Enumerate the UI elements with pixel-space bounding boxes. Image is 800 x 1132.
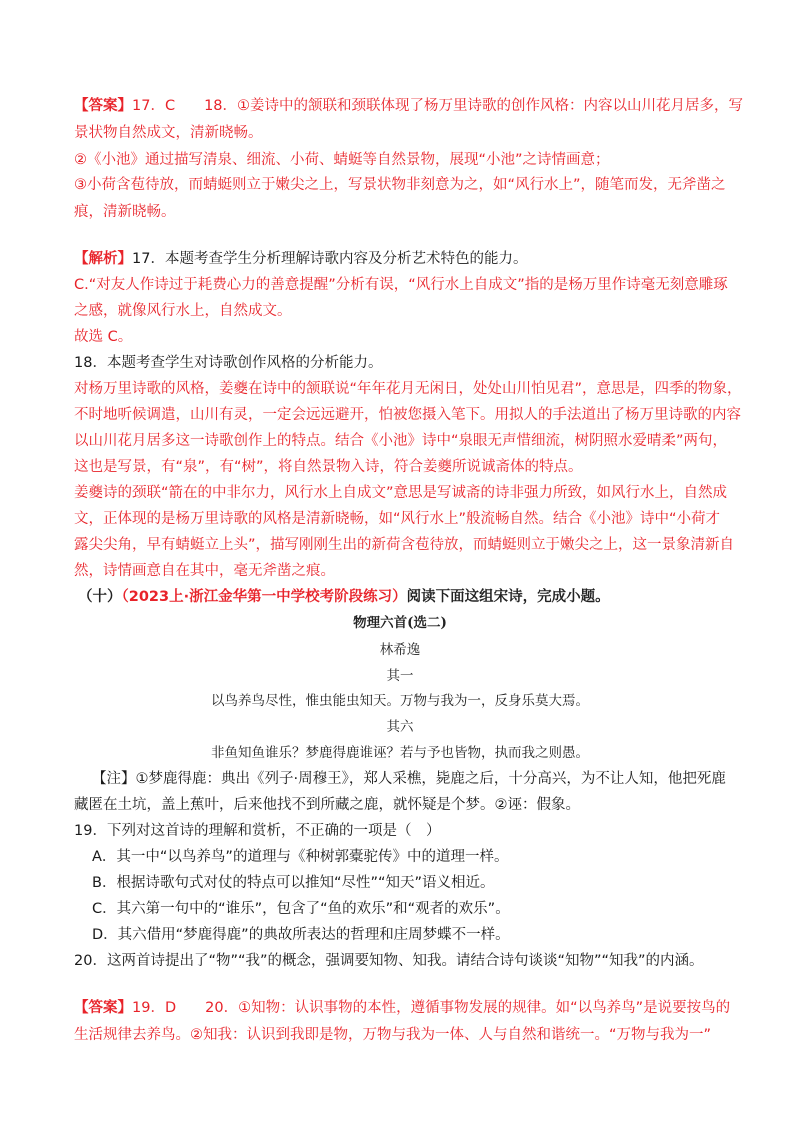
section-source: （2023上·浙江金华第一中学校考阶段练习）: [121, 589, 407, 605]
question-19-option-d: D．其六借用“梦鹿得鹿”的典故所表达的哲理和庄周梦蝶不一样。: [92, 927, 510, 943]
poem-part1-text: 以鸟养鸟尽性，惟虫能虫知天。万物与我为一，反身乐莫大焉。: [211, 693, 589, 709]
analysis-line-11: 文，正体现的是杨万里诗歌的风格是清新晓畅，如“风行水上”般流畅自然。结合《小池》诗中“小荷才: [74, 511, 721, 527]
analysis-line-5: 18．本题考查学生对诗歌创作风格的分析能力。: [74, 355, 383, 371]
analysis-line-13: 然，诗情画意自在其中，毫无斧凿之痕。: [74, 563, 335, 579]
analysis-line-7: 不时地听候调遣，山川有灵，一定会远远避开，怕被您摄入笔下。用拟人的手法道出了杨万里诗歌的内容: [74, 407, 741, 423]
analysis-tag: 【解析】: [74, 251, 132, 267]
answer-1-line-4: ③小荷含苞待放，而蜻蜓则立于嫩尖之上，写景状物非刻意为之，如“风行水上”，随笔而发，无斧凿之: [74, 177, 726, 193]
answer-tag: 【答案】: [74, 98, 132, 114]
analysis-line-6: 对杨万里诗歌的风格，姜夔在诗中的颔联说“年年花月无闲日，处处山川怕见君”，意思是，四季的物象，: [74, 381, 742, 397]
poem-title: 物理六首(选二): [353, 615, 447, 631]
answer-tag: 【答案】: [74, 1000, 132, 1016]
question-19-stem: 19．下列对这首诗的理解和赏析，不正确的一项是（ ）: [74, 823, 441, 839]
question-20-stem: 20．这两首诗提出了“物”“我”的概念，强调要知物、知我。请结合诗句谈谈“知物”“知我”的内涵。: [74, 953, 704, 969]
analysis-line-3: 之感，就像风行水上，自然成文。: [74, 303, 292, 319]
poem-author: 林希逸: [379, 642, 421, 658]
poem-part1-title: 其一: [386, 668, 414, 684]
question-19-option-a: A．其一中“以鸟养鸟”的道理与《种树郭橐驼传》中的道理一样。: [92, 849, 509, 865]
answer-1-line-2: 景状物自然成文，清新晓畅。: [74, 125, 263, 141]
analysis-line-9: 这也是写景，有“泉”，有“树”，将自然景物入诗，符合姜夔所说诚斋体的特点。: [74, 459, 583, 475]
analysis-line-10: 姜夔诗的颈联“箭在的中非尔力，风行水上自成文”意思是写诚斋的诗非强力所致，如风行水上，自然成: [74, 485, 728, 501]
section-number: （十）: [78, 589, 122, 605]
question-19-option-c: C．其六第一句中的“谁乐”，包含了“鱼的欢乐”和“观者的欢乐”。: [92, 901, 510, 917]
answer-1-line-1: 【答案】17．C 18．①姜诗中的颔联和颈联体现了杨万里诗歌的创作风格：内容以山川花月居多，写: [74, 98, 744, 114]
section-instruction: 阅读下面这组宋诗，完成小题。: [406, 589, 610, 605]
note-line-1: 【注】①梦鹿得鹿：典出《列子·周穆王》，郑人采樵，毙鹿之后，十分高兴，为不让人知，他把死鹿: [92, 771, 726, 787]
section-heading: [78, 588, 610, 606]
analysis-line-12: 露尖尖角，早有蜻蜓立上头”，描写刚刚生出的新荷含苞待放，而蜻蜓则立于嫩尖之上，这一景象清新自: [74, 537, 735, 553]
answer-2-line-2: 生活规律去养鸟。②知我：认识到我即是物，万物与我为一体、人与自然和谐统一。“万物与我为一”: [74, 1027, 712, 1043]
analysis-line-1: 【解析】17．本题考查学生分析理解诗歌内容及分析艺术特色的能力。: [74, 251, 528, 267]
question-19-option-b: B．根据诗歌句式对仗的特点可以推知“尽性”“知天”语义相近。: [92, 875, 495, 891]
poem-part2-text: 非鱼知鱼谁乐？梦鹿得鹿谁诬？若与予也皆物，执而我之则愚。: [211, 745, 589, 761]
answer-1-line-3: ②《小池》通过描写清泉、细流、小荷、蜻蜓等自然景物，展现“小池”之诗情画意；: [74, 152, 610, 168]
answer-1-line-5: 痕，清新晓畅。: [74, 204, 176, 220]
note-line-2: 藏匿在土坑，盖上蕉叶，后来他找不到所藏之鹿，就怀疑是个梦。②诬：假象。: [74, 797, 580, 813]
analysis-line-2: C.“对友人作诗过于耗费心力的善意提醒”分析有误，“风行水上自成文”指的是杨万里作诗毫无刻意雕琢: [74, 277, 728, 293]
analysis-line-8: 以山川花月居多这一诗歌创作上的特点。结合《小池》诗中“泉眼无声惜细流，树阴照水爱晴柔”两句，: [74, 433, 728, 449]
poem-part2-title: 其六: [386, 719, 414, 735]
analysis-line-4: 故选 C。: [74, 329, 133, 345]
answer-2-line-1: 【答案】19．D 20．①知物：认识事物的本性，遵循事物发展的规律。如“以鸟养鸟”是说要按鸟的: [74, 1000, 731, 1016]
